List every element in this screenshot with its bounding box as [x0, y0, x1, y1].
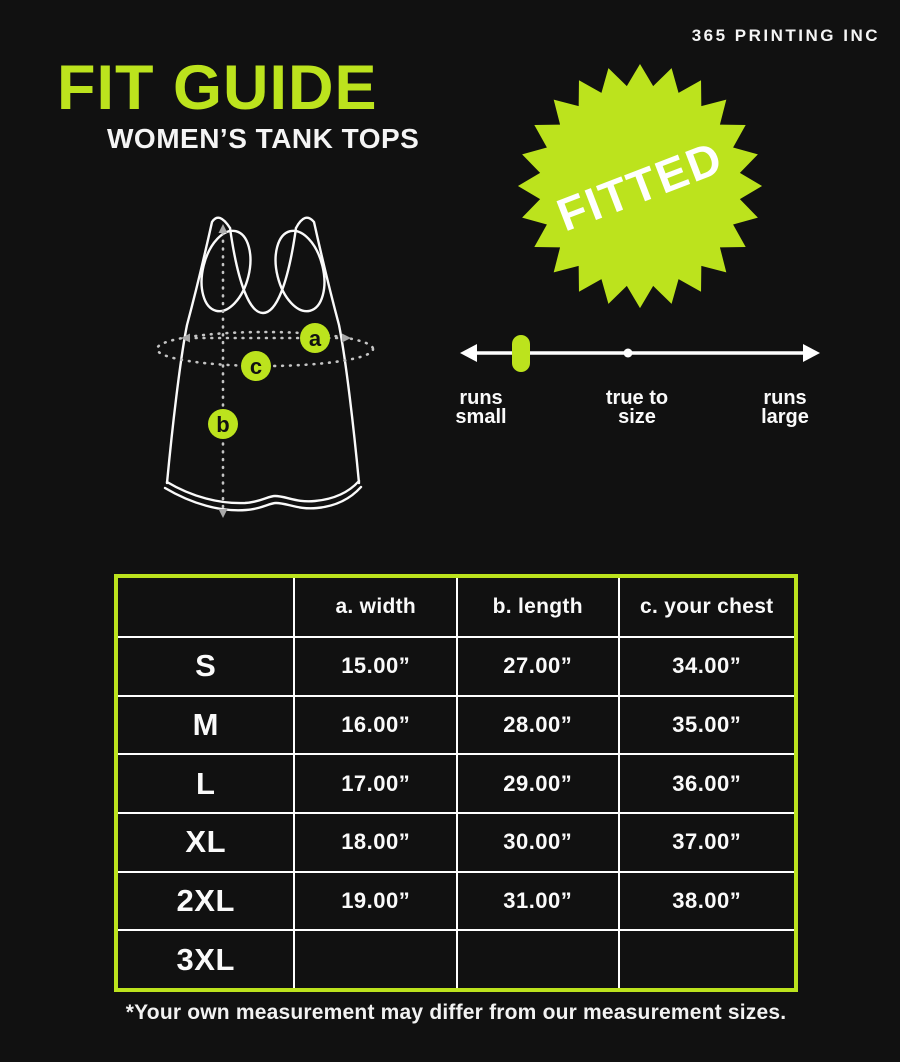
scale-label-true-to-size: true to size — [605, 387, 669, 428]
width-value — [295, 931, 456, 988]
true-to-size-tick — [624, 349, 633, 358]
chest-value: 38.00” — [620, 873, 794, 930]
table-header-empty — [118, 578, 293, 636]
marker-b-label: b — [216, 412, 230, 437]
table-header-length: b. length — [458, 578, 618, 636]
size-label: S — [118, 638, 293, 695]
page-title: FIT GUIDE — [57, 53, 378, 123]
length-value: 30.00” — [458, 814, 618, 871]
size-label: L — [118, 755, 293, 812]
size-table — [114, 574, 798, 992]
marker-a-label: a — [308, 326, 322, 351]
chest-value: 34.00” — [620, 638, 794, 695]
chest-value: 35.00” — [620, 697, 794, 754]
chest-value: 36.00” — [620, 755, 794, 812]
scale-label-runs-small: runs small — [455, 387, 507, 428]
scale-right-arrow-icon — [803, 344, 820, 362]
tank-top-diagram — [140, 195, 390, 525]
measurement-disclaimer: *Your own measurement may differ from our measurement sizes. — [125, 1001, 787, 1024]
size-label: 3XL — [118, 931, 293, 988]
table-header-chest: c. your chest — [620, 578, 794, 636]
width-value: 16.00” — [295, 697, 456, 754]
length-value: 29.00” — [458, 755, 618, 812]
width-value: 15.00” — [295, 638, 456, 695]
size-label: XL — [118, 814, 293, 871]
length-value — [458, 931, 618, 988]
width-value: 17.00” — [295, 755, 456, 812]
brand-text: 365 PRINTING INC — [691, 26, 880, 45]
width-value: 19.00” — [295, 873, 456, 930]
page-subtitle: WOMEN’S TANK TOPS — [107, 123, 420, 154]
marker-c-label: c — [249, 354, 263, 379]
length-value: 27.00” — [458, 638, 618, 695]
fitted-badge — [516, 62, 764, 310]
size-label: 2XL — [118, 873, 293, 930]
scale-label-runs-large: runs large — [761, 387, 809, 428]
fit-indicator-marker — [512, 335, 530, 372]
width-value: 18.00” — [295, 814, 456, 871]
scale-left-arrow-icon — [460, 344, 477, 362]
size-label: M — [118, 697, 293, 754]
fit-scale — [450, 330, 830, 380]
length-value: 28.00” — [458, 697, 618, 754]
table-header-width: a. width — [295, 578, 456, 636]
chest-value: 37.00” — [620, 814, 794, 871]
fitted-badge-label: FITTED — [549, 130, 731, 242]
marker-dots — [208, 323, 330, 439]
length-value: 31.00” — [458, 873, 618, 930]
chest-value — [620, 931, 794, 988]
